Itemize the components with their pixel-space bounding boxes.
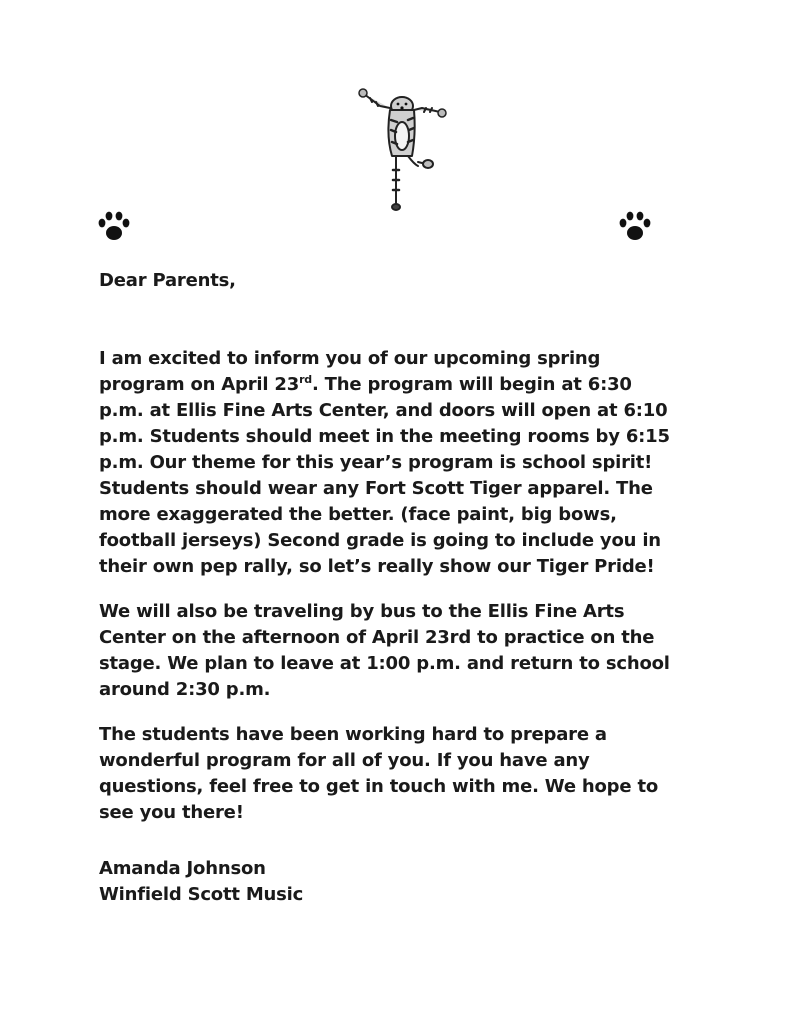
ordinal-suffix: rd (299, 373, 312, 386)
paw-print-icon (617, 208, 653, 244)
tiger-mascot-icon (356, 86, 448, 214)
signature-name: Amanda Johnson (99, 858, 266, 879)
salutation: Dear Parents, (99, 270, 236, 291)
letter-body (99, 268, 699, 908)
paragraph-bus-travel: We will also be traveling by bus to the Ellis Fine Arts Center on the afternoon of April 23rd to practice on the stage. We plan to leave at 1:00 p.m. and return to school around 2:30 p.m. (99, 601, 670, 700)
paragraph-program-details-rest: . The program will begin at 6:30 p.m. at Ellis Fine Arts Center, and doors will open at 6:10 p.m. Students should meet in the meeting rooms by 6:15 p.m. Our theme for this year’s program is school spirit! Students should wear any Fort Scott Tiger apparel. The more exaggerated the better. (face paint, big bows, football jerseys) Second grade is going to include you in their own pep rally, so let’s really show our Tiger Pride! (99, 374, 670, 577)
paragraph-program-details-start: I am excited to inform you of our upcoming spring program on April 23 (99, 348, 601, 395)
paragraph-closing: The students have been working hard to prepare a wonderful program for all of you. If you have any questions, feel free to get in touch with me. We hope to see you there! (99, 724, 659, 823)
paragraph-program-details (99, 346, 699, 580)
paw-print-icon (96, 208, 132, 244)
signature-organization: Winfield Scott Music (99, 884, 304, 905)
